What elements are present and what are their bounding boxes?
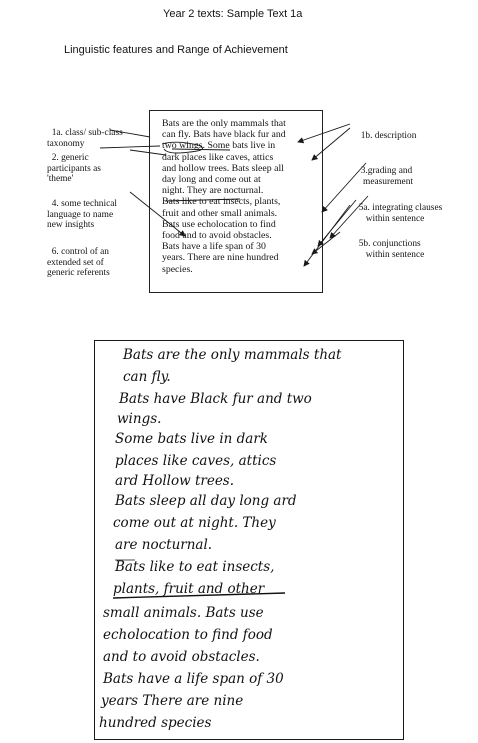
typed-sample-text-box: [149, 110, 323, 293]
handwritten-line: plants, fruit and other: [113, 581, 265, 597]
underline-plants-fruit: [113, 593, 285, 598]
annotation-4: [47, 189, 117, 231]
annotation-line: 1a. class/ sub-class: [51, 128, 123, 139]
annotation-line: 1b. description: [360, 131, 417, 142]
annotation-line: language to name: [47, 209, 114, 220]
annotation-3: [356, 156, 413, 187]
handwritten-line: years There are nine: [101, 693, 244, 709]
handwritten-line: Bats have Black fur and two: [119, 391, 312, 407]
typed-text-line: Bats like to eat insects, plants,: [162, 196, 281, 208]
typed-text-line: Bats have a life span of 30: [162, 241, 266, 253]
handwritten-sample-box: [94, 340, 404, 740]
annotation-line: 5a. integrating clauses: [358, 203, 443, 214]
handwritten-line: ard Hollow trees.: [115, 473, 235, 489]
annotation-line: generic referents: [47, 268, 110, 279]
document-subtitle: Linguistic features and Range of Achievement: [64, 44, 288, 56]
document-title: Year 2 texts: Sample Text 1a: [163, 8, 303, 20]
typed-text-line: dark places like caves, attics: [162, 151, 274, 163]
handwritten-line: Bats are the only mammals that: [123, 347, 342, 363]
annotation-line: new insights: [47, 220, 95, 231]
typed-text-line: day long and come out at: [162, 174, 261, 186]
annotation-5b: [354, 229, 424, 260]
handwritten-line: wings.: [117, 411, 162, 427]
handwritten-underlines: [95, 341, 405, 741]
handwritten-line: Bats have a life span of 30: [103, 671, 284, 687]
annotation-line: 4. some technical: [51, 199, 118, 210]
typed-text-line: night. They are nocturnal.: [162, 185, 264, 197]
handwritten-line: Bats sleep all day long ard: [115, 493, 297, 509]
typed-text-line: Bats use echolocation to find: [162, 218, 276, 230]
annotation-2: [47, 143, 101, 185]
typed-text-line: years. There are nine hundred: [162, 252, 279, 264]
typed-text-line: Bats are the only mammals that: [162, 118, 286, 129]
typed-text-line: two wings. Some bats live in: [162, 140, 276, 152]
handwritten-line: can fly.: [123, 369, 171, 385]
typed-text-line: and hollow trees. Bats sleep all: [162, 162, 284, 174]
annotation-line: 2. generic: [51, 153, 89, 164]
typed-text-line: can fly. Bats have black fur and: [162, 129, 286, 141]
handwritten-line: are nocturnal.: [115, 537, 213, 553]
annotation-line: 6. control of an: [51, 247, 109, 258]
annotation-line: taxonomy: [47, 138, 85, 149]
annotation-line: within sentence: [354, 249, 425, 260]
annotation-line: within sentence: [354, 213, 425, 224]
annotation-line: participants as: [47, 163, 101, 174]
annotation-5a: [354, 193, 442, 224]
typed-text-line: food and to avoid obstacles.: [162, 230, 272, 242]
handwritten-line: Bats like to eat insects,: [115, 559, 275, 575]
annotation-line: 5b. conjunctions: [358, 239, 421, 250]
annotation-line: extended set of: [47, 257, 104, 268]
handwritten-line: small animals. Bats use: [103, 605, 264, 621]
annotation-1b: [356, 121, 416, 142]
handwritten-line: hundred species: [99, 715, 212, 731]
arrow-5a: [318, 200, 356, 246]
typed-text-line: fruit and other small animals.: [162, 207, 278, 219]
handwritten-line: and to avoid obstacles.: [103, 649, 260, 665]
typed-text-line: species.: [162, 263, 193, 275]
handwritten-line: echolocation to find food: [103, 627, 273, 643]
annotation-line: 3.grading and: [360, 166, 413, 177]
annotation-6: [47, 237, 110, 279]
annotation-line: 'theme': [47, 174, 74, 185]
handwritten-line: come out at night. They: [113, 515, 276, 531]
annotation-line: measurement: [356, 176, 414, 187]
handwritten-line: places like caves, attics: [115, 453, 277, 469]
handwritten-line: Some bats live in dark: [115, 431, 268, 447]
